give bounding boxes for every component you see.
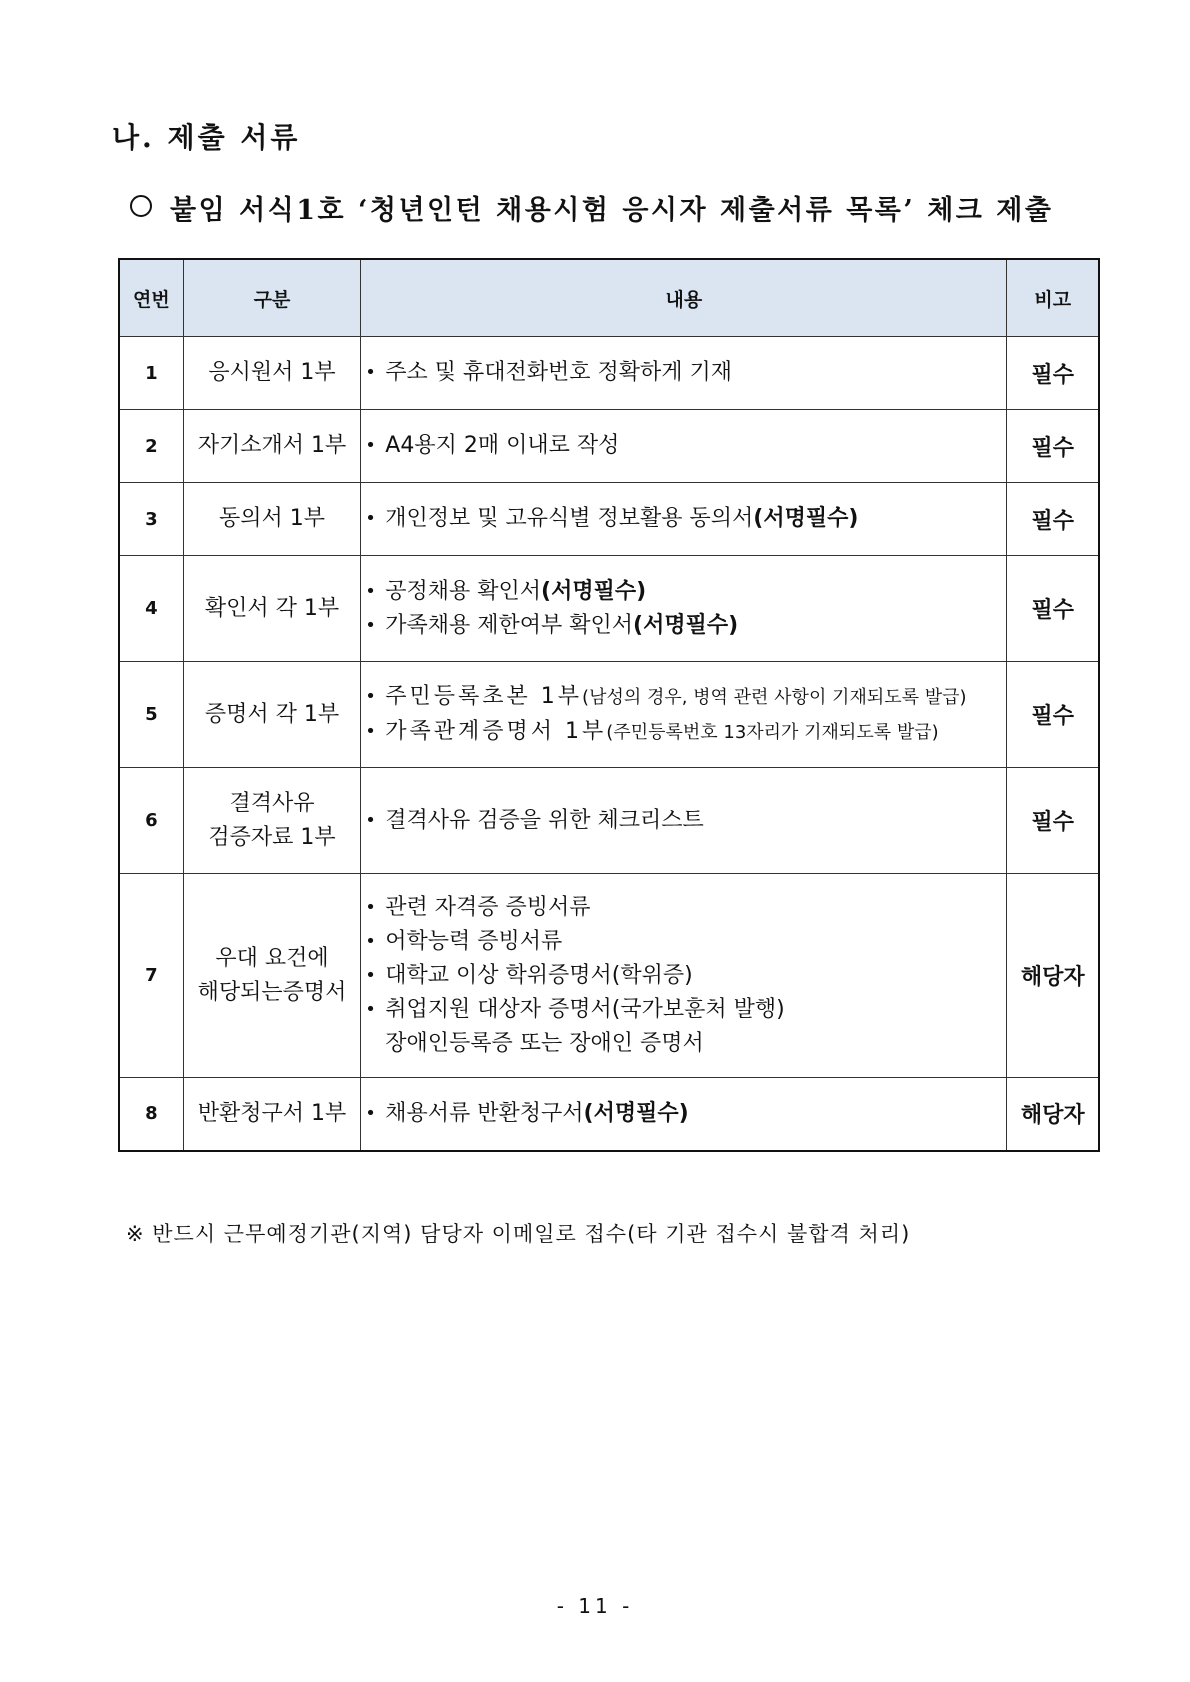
- table-header-row: [119, 259, 1099, 337]
- item-text: 관련 자격증 증빙서류: [385, 894, 591, 920]
- item-text: A4용지 2매 이내로 작성: [385, 433, 620, 458]
- content-item: [361, 891, 1006, 925]
- row-content: [361, 556, 1007, 662]
- content-item: [361, 959, 1006, 993]
- row-category: [183, 483, 361, 556]
- content-list: [361, 891, 1006, 1061]
- row-content: [361, 1078, 1007, 1151]
- category-line: 확인서 각 1부: [204, 595, 340, 621]
- row-content: [361, 662, 1007, 768]
- bullet-icon: •: [365, 685, 376, 707]
- header-note: 비고: [1007, 259, 1099, 337]
- row-category: [183, 410, 361, 483]
- category-line: 동의서 1부: [218, 506, 325, 531]
- item-text: 채용서류 반환청구서: [385, 1100, 584, 1126]
- bullet-icon: •: [365, 580, 376, 602]
- sub-title: [130, 188, 1053, 227]
- item-text: 가족관계증명서 1부: [385, 718, 607, 744]
- content-item: [361, 680, 1006, 715]
- table-row: [119, 1078, 1099, 1151]
- content-item: [361, 1027, 1006, 1061]
- row-note: 필수: [1007, 556, 1099, 662]
- row-number: 8: [119, 1078, 183, 1151]
- row-content: [361, 410, 1007, 483]
- sub-title-text: 붙임 서식1호 ‘청년인턴 채용시험 응시자 제출서류 목록’ 체크 제출: [170, 195, 1054, 226]
- row-note: 필수: [1007, 768, 1099, 874]
- signature-required-label: (서명필수): [583, 1100, 689, 1126]
- bullet-icon: •: [365, 998, 376, 1020]
- table-row: [119, 483, 1099, 556]
- item-text: 장애인등록증 또는 장애인 증명서: [385, 1030, 704, 1056]
- row-category: [183, 768, 361, 874]
- category-line: 우대 요건에: [215, 945, 329, 971]
- row-number: 1: [119, 337, 183, 410]
- row-number: 4: [119, 556, 183, 662]
- row-number: 7: [119, 874, 183, 1078]
- documents-table: [118, 258, 1100, 1152]
- content-item: [361, 993, 1006, 1027]
- row-content: [361, 874, 1007, 1078]
- row-category: [183, 556, 361, 662]
- row-number: 6: [119, 768, 183, 874]
- signature-required-label: (서명필수): [633, 612, 739, 638]
- content-item: [361, 925, 1006, 959]
- item-text: 결격사유 검증을 위한 체크리스트: [385, 807, 704, 833]
- row-number: 2: [119, 410, 183, 483]
- bullet-icon: •: [365, 362, 376, 383]
- table-row: [119, 556, 1099, 662]
- content-list: [361, 575, 1006, 643]
- item-text: 대학교 이상 학위증명서(학위증): [385, 962, 693, 988]
- table-row: [119, 662, 1099, 768]
- row-number: 3: [119, 483, 183, 556]
- category-line: 증명서 각 1부: [204, 701, 340, 727]
- content-item: [361, 715, 1006, 750]
- category-line: 반환청구서 1부: [197, 1100, 347, 1126]
- row-content: [361, 768, 1007, 874]
- signature-required-label: (서명필수): [541, 578, 647, 604]
- row-category: [183, 337, 361, 410]
- section-title: 나. 제출 서류: [112, 121, 301, 154]
- content-list: [361, 502, 1006, 536]
- header-content: 내용: [361, 259, 1007, 337]
- footnote: ※ 반드시 근무예정기관(지역) 담당자 이메일로 접수(타 기관 접수시 불합격 처리): [126, 1222, 911, 1246]
- content-item: [361, 429, 1006, 463]
- row-number: 5: [119, 662, 183, 768]
- issue-instruction: (주민등록번호 13자리가 기재되도록 발급): [606, 721, 939, 743]
- issue-instruction: (남성의 경우, 병역 관련 사항이 기재되도록 발급): [582, 686, 967, 708]
- content-list: [361, 680, 1006, 750]
- row-note: 필수: [1007, 662, 1099, 768]
- table-row: [119, 337, 1099, 410]
- category-line: 검증자료 1부: [208, 824, 336, 850]
- bullet-icon: •: [365, 435, 376, 456]
- item-text: 주소 및 휴대전화번호 정확하게 기재: [385, 360, 733, 385]
- item-text: 어학능력 증빙서류: [385, 928, 563, 954]
- table-row: [119, 874, 1099, 1078]
- header-category: 구분: [183, 259, 361, 337]
- page-number: - 11 -: [556, 1594, 634, 1618]
- item-text: 공정채용 확인서: [385, 578, 542, 604]
- bullet-icon: •: [365, 720, 376, 742]
- bullet-icon: •: [365, 614, 376, 636]
- row-content: [361, 483, 1007, 556]
- bullet-icon: •: [365, 896, 376, 918]
- category-line: 응시원서 1부: [208, 360, 336, 385]
- header-num: 연번: [119, 259, 183, 337]
- row-note: 필수: [1007, 337, 1099, 410]
- row-note: 해당자: [1007, 1078, 1099, 1151]
- content-item: [361, 804, 1006, 838]
- content-item: [361, 575, 1006, 609]
- category-line: 결격사유: [229, 790, 315, 816]
- table-row: [119, 410, 1099, 483]
- row-content: [361, 337, 1007, 410]
- bullet-icon: •: [365, 964, 376, 986]
- item-text: 주민등록초본 1부: [385, 683, 583, 709]
- content-list: [361, 356, 1006, 390]
- content-item: [361, 356, 1006, 390]
- content-item: [361, 502, 1006, 536]
- row-category: [183, 874, 361, 1078]
- signature-required-label: (서명필수): [753, 506, 859, 531]
- bullet-icon: •: [365, 508, 376, 529]
- row-note: 필수: [1007, 410, 1099, 483]
- table-row: [119, 768, 1099, 874]
- content-item: [361, 609, 1006, 643]
- table-body: [119, 337, 1099, 1151]
- item-text: 가족채용 제한여부 확인서: [385, 612, 634, 638]
- item-text: 취업지원 대상자 증명서(국가보훈처 발행): [385, 996, 785, 1022]
- category-line: 해당되는증명서: [197, 979, 347, 1005]
- row-note: 해당자: [1007, 874, 1099, 1078]
- row-note: 필수: [1007, 483, 1099, 556]
- content-item: [361, 1097, 1006, 1131]
- row-category: [183, 662, 361, 768]
- content-list: [361, 804, 1006, 838]
- circle-bullet-icon: [130, 195, 152, 217]
- content-list: [361, 1097, 1006, 1131]
- content-list: [361, 429, 1006, 463]
- bullet-icon: •: [365, 930, 376, 952]
- bullet-icon: •: [365, 809, 376, 831]
- item-text: 개인정보 및 고유식별 정보활용 동의서: [385, 506, 754, 531]
- category-line: 자기소개서 1부: [197, 433, 347, 458]
- row-category: [183, 1078, 361, 1151]
- bullet-icon: •: [365, 1102, 376, 1124]
